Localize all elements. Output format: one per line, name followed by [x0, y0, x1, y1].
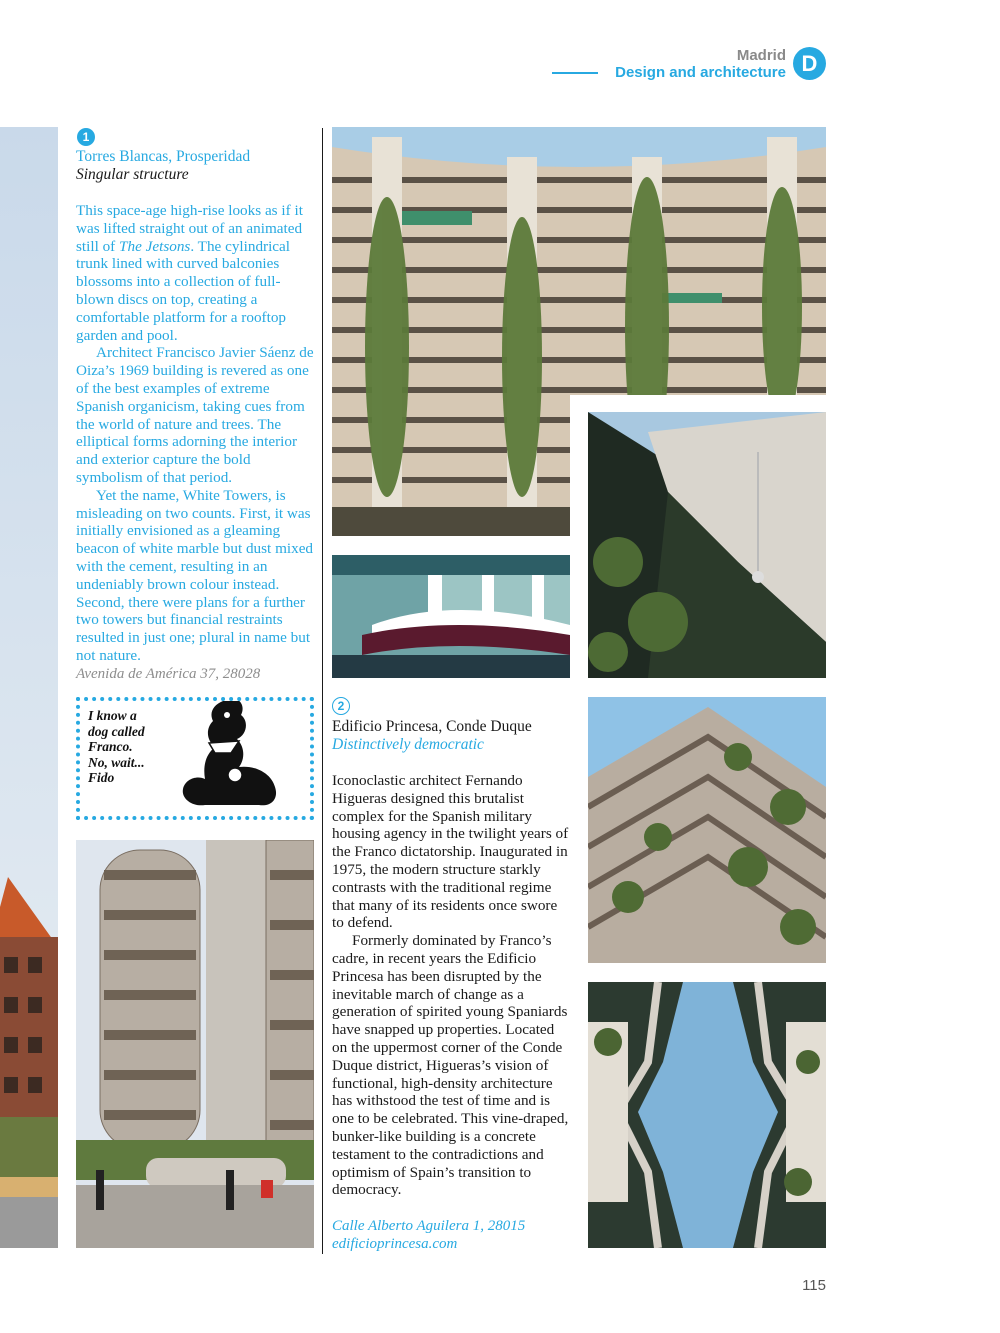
entry-2-paragraph-1: Iconoclastic architect Fernando Higueras designed this brutalist complex for the Spanish military housing agency in the twilight years of the Franco dictatorship. Inaugurated in 1975, the modern structure starkly contrasts with the traditional regime that many of its residents once swore to defend.: [332, 772, 569, 932]
cartoon-line-4: No, wait...: [88, 754, 145, 770]
cartoon-line-3: Franco.: [88, 739, 133, 754]
entry-1-body: [76, 202, 316, 665]
cartoon-line-2: dog called: [88, 723, 145, 739]
cartoon-caption: [88, 708, 188, 786]
photo-interior-lobby: [332, 555, 570, 678]
entry-2-number: 2: [332, 697, 350, 715]
cartoon-line-5: Fido: [88, 770, 115, 785]
header-rule: [552, 72, 598, 74]
photo-torres-blancas: [76, 840, 314, 1248]
entry-2-title: Edificio Princesa, Conde Duque: [332, 718, 532, 735]
entry-2-paragraph-2: Formerly dominated by Franco’s cadre, in recent years the Edificio Princesa has been disrupted by the inevitable march of change as a generation of spirited young Spaniards have snapped up properties. Located on the uppermost corner of the Conde Duque district, Higueras’s vision of functional, high-density architecture has withstood the test of time and is one to be celebrated. This vine-draped, bunker-like building is a concrete testament to the contradictions and optimism of Spain’s transition to democracy.: [332, 932, 569, 1199]
photo-courtyard-skyward: [588, 982, 826, 1248]
entry-1-p1-title: The Jetsons: [119, 237, 191, 255]
entry-2-address: Calle Alberto Aguilera 1, 28015: [332, 1218, 526, 1234]
photo-underside-corner: [588, 412, 826, 678]
header-city: Madrid: [736, 47, 786, 64]
cartoon-box: [76, 697, 314, 820]
photo-terraced-corner: [588, 697, 826, 963]
entry-1-paragraph-2: Architect Francisco Javier Sáenz de Oiza’s 1969 building is revered as one of the best examples of extreme Spanish organicism, taking cues from the world of nature and trees. The elliptical forms adorning the interior and exterior capture the bold symbolism of that period.: [76, 344, 314, 486]
entry-1-address: Avenida de América 37, 28028: [76, 666, 261, 682]
section-badge: D: [793, 47, 826, 80]
entry-1-subtitle: Singular structure: [76, 166, 189, 183]
entry-2-subtitle: Distinctively democratic: [332, 736, 484, 753]
entry-1-number: 1: [77, 128, 95, 146]
photo-left-edge-street: [0, 127, 58, 1248]
entry-1-paragraph-1: [76, 202, 316, 344]
header-section: Design and architecture: [615, 64, 786, 81]
entry-1-p1-end: . The cylindrical trunk lined with curved balconies blossoms into a collection of full-blown discs on top, creating a comfortable platform for a rooftop garden and pool.: [76, 237, 291, 344]
dog-cartoon-icon: [175, 697, 287, 813]
entry-1-paragraph-3: Yet the name, White Towers, is misleading on two counts. First, it was initially envisioned as a gleaming beacon of white marble but dust mixed with the cement, resulting in an undeniably brown colour instead. Second, there were plans for a further two towers but financial restraints resulted in just one; plural in name but not nature.: [76, 486, 314, 664]
entry-2-website[interactable]: edificioprincesa.com: [332, 1236, 458, 1252]
entry-1-p1-start: This space-age high-rise looks as if it was lifted straight out of an animated still of: [76, 202, 303, 255]
cartoon-line-1: I know a: [88, 708, 137, 723]
page-number: 115: [802, 1277, 826, 1294]
column-divider: [322, 128, 323, 1254]
entry-1-title: Torres Blancas, Prosperidad: [76, 148, 251, 165]
entry-2-body: [332, 772, 572, 1199]
